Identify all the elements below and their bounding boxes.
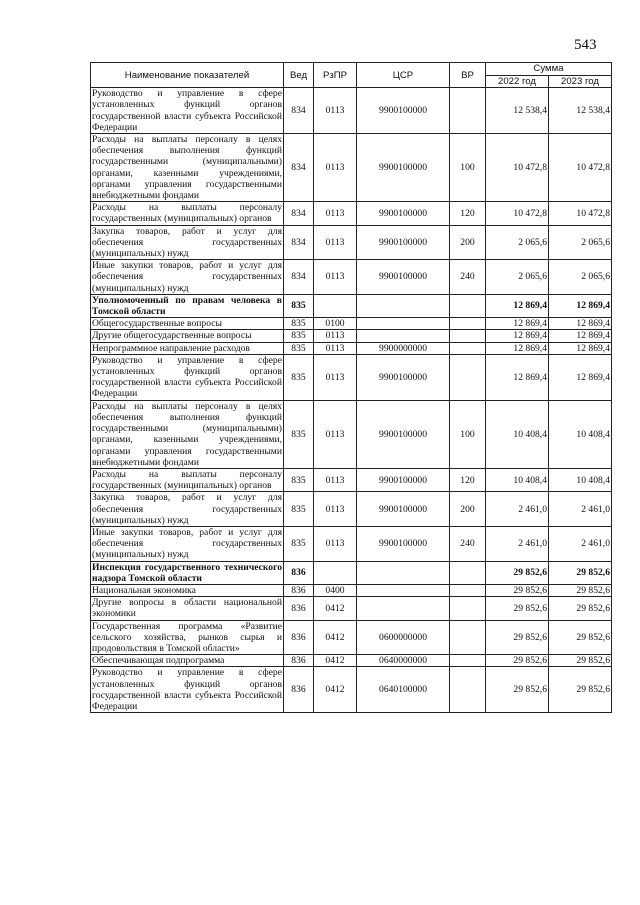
table-row-section <box>91 294 612 317</box>
row-ved: 836 <box>284 655 314 667</box>
row-name: Общегосударственные вопросы <box>91 318 284 330</box>
row-ved: 835 <box>284 492 314 527</box>
row-rzpr: 0113 <box>314 330 357 342</box>
row-sum-2023: 12 869,4 <box>549 318 612 330</box>
row-vr <box>450 342 486 354</box>
row-sum-2022: 29 852,6 <box>486 561 549 584</box>
col-header-ved: Вед <box>284 63 314 88</box>
row-sum-2023: 29 852,6 <box>549 597 612 620</box>
row-vr <box>450 561 486 584</box>
row-csr: 9900100000 <box>357 354 450 400</box>
row-rzpr: 0113 <box>314 88 357 134</box>
row-rzpr: 0412 <box>314 620 357 655</box>
row-sum-2022: 12 869,4 <box>486 330 549 342</box>
row-sum-2023: 12 869,4 <box>549 342 612 354</box>
table-row <box>91 526 612 561</box>
row-csr: 9900100000 <box>357 400 450 468</box>
row-sum-2022: 29 852,6 <box>486 597 549 620</box>
row-rzpr: 0113 <box>314 354 357 400</box>
row-name: Расходы на выплаты персоналу в целях обеспечения выполнения функций государственными (муниципальными) органами, казенными учреждениями, органами управления государственными внебюджетными фондами <box>92 134 282 202</box>
row-ved: 835 <box>284 318 314 330</box>
row-vr: 200 <box>450 492 486 527</box>
row-vr: 100 <box>450 400 486 468</box>
row-rzpr: 0113 <box>314 492 357 527</box>
row-sum-2023: 29 852,6 <box>549 620 612 655</box>
row-sum-2022: 10 472,8 <box>486 134 549 202</box>
row-sum-2023: 12 538,4 <box>549 88 612 134</box>
row-csr: 9900100000 <box>357 468 450 491</box>
row-sum-2023: 29 852,6 <box>549 655 612 667</box>
row-rzpr: 0113 <box>314 526 357 561</box>
row-name: Национальная экономика <box>91 584 284 596</box>
row-sum-2022: 29 852,6 <box>486 655 549 667</box>
row-ved: 836 <box>284 584 314 596</box>
row-ved: 835 <box>284 400 314 468</box>
row-name: Обеспечивающая подпрограмма <box>91 655 284 667</box>
row-ved: 835 <box>284 330 314 342</box>
row-rzpr: 0412 <box>314 667 357 713</box>
row-ved: 834 <box>284 225 314 260</box>
row-sum-2023: 2 461,0 <box>549 526 612 561</box>
row-name: Непрограммное направление расходов <box>91 342 284 354</box>
row-csr: 0600000000 <box>357 620 450 655</box>
row-vr <box>450 655 486 667</box>
table-row <box>91 202 612 225</box>
row-name: Расходы на выплаты персоналу государственных (муниципальных) органов <box>92 202 282 225</box>
row-csr: 0640100000 <box>357 667 450 713</box>
row-sum-2023: 12 869,4 <box>549 294 612 317</box>
col-header-2022: 2022 год <box>486 76 549 88</box>
row-rzpr <box>314 294 357 317</box>
table-row <box>91 318 612 330</box>
row-csr: 9900100000 <box>357 134 450 202</box>
row-sum-2022: 12 869,4 <box>486 342 549 354</box>
row-vr: 200 <box>450 225 486 260</box>
row-sum-2022: 2 065,6 <box>486 260 549 295</box>
row-sum-2022: 2 065,6 <box>486 225 549 260</box>
col-header-vr: ВР <box>450 63 486 88</box>
col-header-name: Наименование показателей <box>91 63 284 88</box>
row-csr <box>357 318 450 330</box>
row-csr <box>357 330 450 342</box>
table-row <box>91 584 612 596</box>
row-csr: 9900100000 <box>357 88 450 134</box>
row-rzpr: 0100 <box>314 318 357 330</box>
row-rzpr: 0113 <box>314 202 357 225</box>
row-vr: 100 <box>450 134 486 202</box>
row-sum-2023: 10 472,8 <box>549 202 612 225</box>
row-sum-2023: 29 852,6 <box>549 584 612 596</box>
row-ved: 834 <box>284 134 314 202</box>
row-name: Расходы на выплаты персоналу в целях обеспечения выполнения функций государственными (муниципальными) органами, казенными учреждениями, органами управления государственными внебюджетными фондами <box>92 400 282 468</box>
col-header-2023: 2023 год <box>549 76 612 88</box>
row-sum-2022: 12 869,4 <box>486 318 549 330</box>
row-ved: 836 <box>284 667 314 713</box>
row-sum-2022: 12 869,4 <box>486 294 549 317</box>
row-name: Руководство и управление в сфере установленных функций органов государственной власти субъекта Российской Федерации <box>92 88 282 133</box>
row-name: Уполномоченный по правам человека в Томской области <box>92 294 282 318</box>
row-rzpr: 0113 <box>314 342 357 354</box>
row-sum-2023: 29 852,6 <box>549 561 612 584</box>
row-ved: 834 <box>284 88 314 134</box>
row-vr <box>450 330 486 342</box>
row-rzpr: 0400 <box>314 584 357 596</box>
row-sum-2023: 10 408,4 <box>549 468 612 491</box>
row-rzpr: 0113 <box>314 134 357 202</box>
row-ved: 834 <box>284 202 314 225</box>
row-ved: 836 <box>284 620 314 655</box>
row-ved: 835 <box>284 294 314 317</box>
row-name: Закупка товаров, работ и услуг для обеспечения государственных (муниципальных) нужд <box>92 225 282 260</box>
row-name: Закупка товаров, работ и услуг для обеспечения государственных (муниципальных) нужд <box>92 492 282 526</box>
table-row-section <box>91 561 612 584</box>
row-csr: 9900100000 <box>357 260 450 295</box>
row-sum-2023: 10 408,4 <box>549 400 612 468</box>
row-sum-2023: 29 852,6 <box>549 667 612 713</box>
row-vr <box>450 597 486 620</box>
row-csr <box>357 294 450 317</box>
row-csr: 9900100000 <box>357 526 450 561</box>
row-sum-2023: 2 065,6 <box>549 225 612 260</box>
row-name: Государственная программа «Развитие сельского хозяйства, рынков сырья и продовольствия в Томской области» <box>92 620 282 654</box>
row-rzpr: 0412 <box>314 597 357 620</box>
row-rzpr <box>314 561 357 584</box>
row-csr <box>357 597 450 620</box>
row-sum-2022: 2 461,0 <box>486 526 549 561</box>
table-row <box>91 225 612 260</box>
row-sum-2022: 29 852,6 <box>486 584 549 596</box>
row-vr <box>450 667 486 713</box>
row-csr <box>357 561 450 584</box>
table-row <box>91 260 612 295</box>
row-sum-2022: 29 852,6 <box>486 620 549 655</box>
row-csr: 9900000000 <box>357 342 450 354</box>
row-sum-2023: 2 461,0 <box>549 492 612 527</box>
col-header-sum: Сумма <box>486 63 612 76</box>
row-name: Руководство и управление в сфере установленных функций органов государственной власти субъекта Российской Федерации <box>92 354 282 400</box>
row-ved: 836 <box>284 561 314 584</box>
row-ved: 835 <box>284 526 314 561</box>
row-name: Расходы на выплаты персоналу государственных (муниципальных) органов <box>92 468 282 492</box>
table-row <box>91 354 612 400</box>
table-row <box>91 330 612 342</box>
row-name: Иные закупки товаров, работ и услуг для обеспечения государственных (муниципальных) нужд <box>92 260 282 294</box>
row-vr: 120 <box>450 468 486 491</box>
table-row <box>91 667 612 713</box>
row-csr: 9900100000 <box>357 492 450 527</box>
row-vr: 240 <box>450 260 486 295</box>
table-row <box>91 468 612 491</box>
col-header-rzpr: РзПР <box>314 63 357 88</box>
row-sum-2022: 12 538,4 <box>486 88 549 134</box>
budget-table <box>90 62 612 713</box>
row-sum-2022: 10 408,4 <box>486 400 549 468</box>
row-sum-2023: 12 869,4 <box>549 354 612 400</box>
row-vr <box>450 318 486 330</box>
row-name: Другие общегосударственные вопросы <box>91 330 284 342</box>
table-row <box>91 655 612 667</box>
row-rzpr: 0412 <box>314 655 357 667</box>
table-row <box>91 342 612 354</box>
row-name: Другие вопросы в области национальной экономики <box>92 597 282 620</box>
row-sum-2022: 12 869,4 <box>486 354 549 400</box>
row-ved: 836 <box>284 597 314 620</box>
page-number: 543 <box>574 37 597 53</box>
row-rzpr: 0113 <box>314 260 357 295</box>
row-sum-2023: 10 472,8 <box>549 134 612 202</box>
table-row <box>91 134 612 202</box>
row-vr: 120 <box>450 202 486 225</box>
row-rzpr: 0113 <box>314 468 357 491</box>
row-sum-2022: 10 408,4 <box>486 468 549 491</box>
row-ved: 835 <box>284 354 314 400</box>
row-sum-2022: 2 461,0 <box>486 492 549 527</box>
row-csr: 9900100000 <box>357 225 450 260</box>
row-vr <box>450 294 486 317</box>
table-row <box>91 620 612 655</box>
row-sum-2023: 2 065,6 <box>549 260 612 295</box>
col-header-csr: ЦСР <box>357 63 450 88</box>
row-rzpr: 0113 <box>314 225 357 260</box>
row-vr <box>450 620 486 655</box>
table-row <box>91 88 612 134</box>
row-csr: 0640000000 <box>357 655 450 667</box>
row-vr: 240 <box>450 526 486 561</box>
row-sum-2023: 12 869,4 <box>549 330 612 342</box>
row-sum-2022: 10 472,8 <box>486 202 549 225</box>
row-sum-2022: 29 852,6 <box>486 667 549 713</box>
row-csr: 9900100000 <box>357 202 450 225</box>
row-vr <box>450 88 486 134</box>
row-rzpr: 0113 <box>314 400 357 468</box>
row-name: Инспекция государственного технического надзора Томской области <box>92 561 282 584</box>
row-vr <box>450 584 486 596</box>
table-row <box>91 492 612 527</box>
row-csr <box>357 584 450 596</box>
table-row <box>91 400 612 468</box>
row-vr <box>450 354 486 400</box>
row-ved: 835 <box>284 342 314 354</box>
row-name: Руководство и управление в сфере установленных функций органов государственной власти субъекта Российской Федерации <box>92 667 282 712</box>
row-ved: 835 <box>284 468 314 491</box>
row-ved: 834 <box>284 260 314 295</box>
row-name: Иные закупки товаров, работ и услуг для обеспечения государственных (муниципальных) нужд <box>92 526 282 561</box>
table-row <box>91 597 612 620</box>
